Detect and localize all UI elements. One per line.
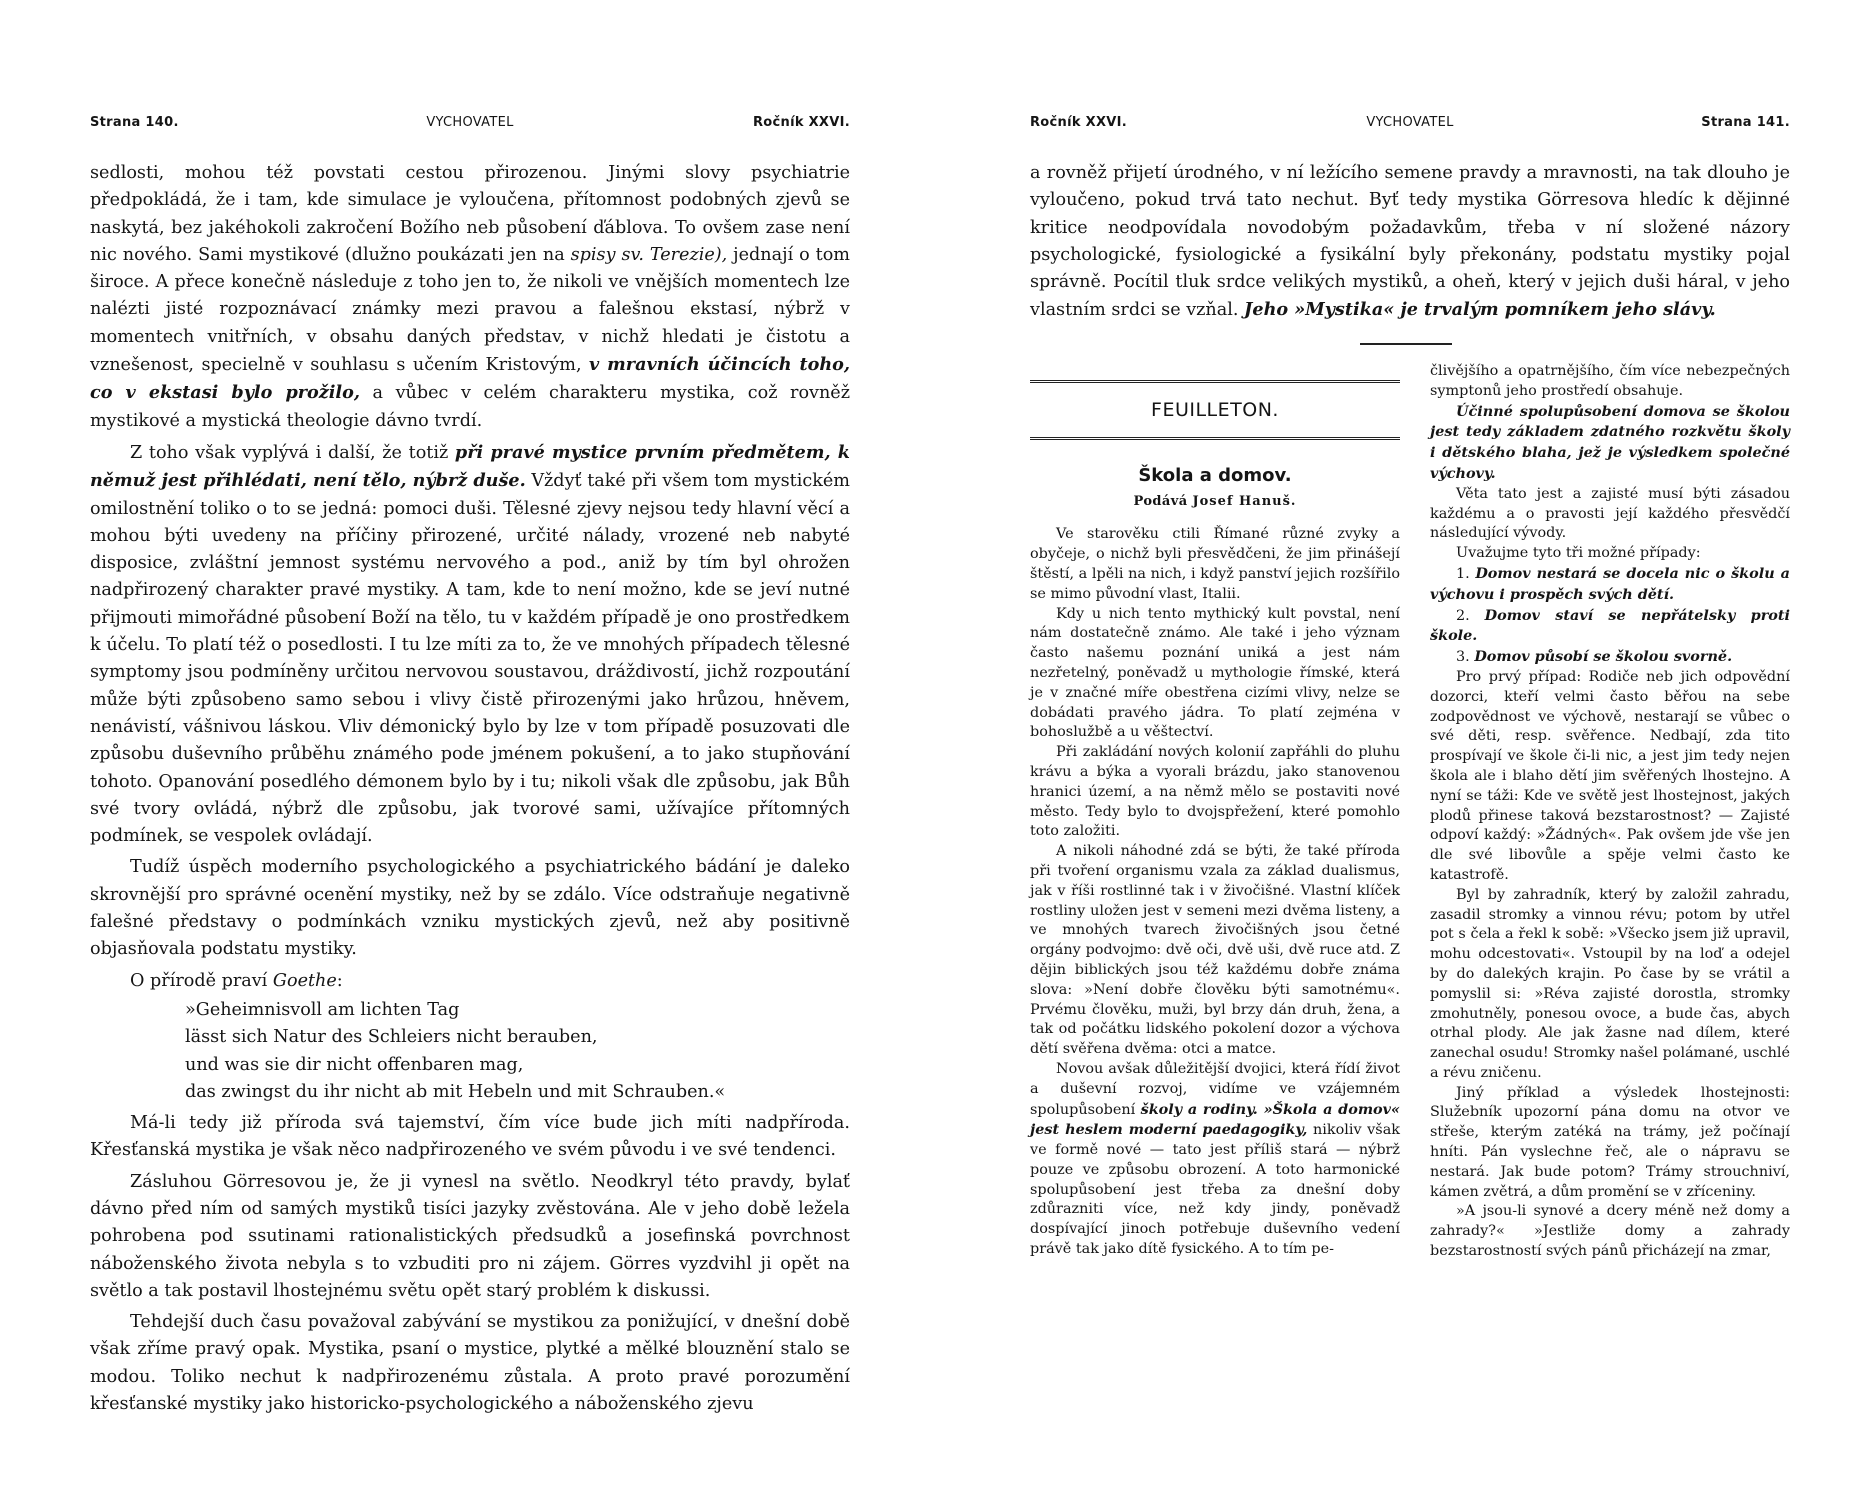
byline [1030,492,1400,512]
poem-line: und was sie dir nicht offenbaren mag, [185,1054,524,1075]
paragraph: Tudíž úspěch moderního psychologického a psychiatrického bádání je daleko skrovnější pro správné ocenění mystiky, než by se zdálo. Více odstraňuje negativně falešné představy o podmínkách vzniku mystických zjevů, než aby positivně objasňovala podstatu mystiky. [90,857,850,960]
paragraph: Při zakládání nových kolonií zapřáhli do pluhu krávu a býka a vyorali brázdu, jako stanovenou hranici území, a na němž mělo se postaviti nové město. Tedy bylo to dvojspřežení, které pomohlo toto založiti. [1030,744,1400,840]
left-page-number: Strana 140. [90,115,179,130]
right-volume: Ročník XXVI. [1030,115,1128,130]
paragraph: Ve starověku ctili Římané různé zvyky a obyčeje, o nichž byli přesvědčeni, že jim přinášejí štěstí, a lpěli na nich, i když panství jejich rozšířilo se mimo původní vlast, Italii. [1030,526,1400,602]
byline-label: Podává [1133,493,1188,509]
paragraph: člivějšího a opatrnějšího, čím více nebezpečných symptonů jeho prostředí obsahuje. [1430,363,1790,399]
case-item: 1. Domov nestará se docela nic o školu a výchovu i prospěch svých dětí. [1430,564,1791,603]
byline-author: Josef Hanuš. [1192,493,1297,509]
feuilleton-column-left [1030,370,1400,1260]
right-running-head [1030,115,1790,135]
paragraph: O přírodě praví Goethe: [130,970,343,991]
paragraph: Byl by zahradník, který by založil zahradu, zasadil stromky a vinnou révu; potom by utřel pot s čela a řekl k sobě: »Všecko jsem již upravil, mohu odcestovati«. Vstoupil by na loď a odejel by do dalekých krajin. Po čase by se vrátil a pomyslil si: »Réva zajisté dorostla, stromky zmohutněly, ponesou ovoce, a bude čas, abych otrhal plody. Ale jak žasne nad dílem, které zanechal osudu! Stromky našel polámané, uschlé a révu zničenu. [1430,886,1790,1081]
right-page-number: Strana 141. [1701,115,1790,130]
poem-line: das zwingst du ihr nicht ab mit Hebeln und mit Schrauben.« [185,1081,726,1102]
paragraph: Pro prvý případ: Rodiče neb jich odpovědní dozorci, kteří velmi často běřou na sebe zodpovědnost ve výchově, nestarají se vůbec o své děti, resp. svěřence. Nedbají, zda tito prospívají ve škole či-li nic, a jest jim tedy nejen škola ale i blaho dětí jim svěřených lhostejno. A nyní se táži: Kde ve světě jest lhostejnost, jakých plodů přinese taková bezstarostnost? — Zajisté odpoví každý: »Žádných«. Pak ovšem jde vše jen dle své libovůle a spěje velmi často ke katastrofě. [1430,668,1790,883]
paragraph: Jiný příklad a výsledek lhostejnosti: Služebník upozorní pána domu na otvor ve střeše, kterým zatéká na trámy, jež počínají hníti. Pán vyslechne řeč, ale o nápravu se nestará. Jak bude potom? Trámy strouchniví, kámen zvětrá, a dům promění se v zříceniny. [1430,1084,1790,1200]
paragraph: »A jsou-li synové a dcery méně než domy a zahrady?« »Jestliže domy a zahrady bezstarostností svých pánů přicházejí na zmar, [1430,1203,1790,1260]
paragraph: a rovněž přijetí úrodného, v ní ležícího semene pravdy a mravnosti, na tak dlouho je vyloučeno, pokud trvá tato nechut. Byť tedy mystika Görresova hledíc k dějinné kritice neodpovídala novodobým požadavkům, třeba v ní složené názory psychologické, fysiologické a fysikální byly překonány, podstatu mystiky pojal správně. Pocítil tluk srdce velikých mystiků, a oheň, který v jejich duši háral, v jeho vlastním srdci se vzňal. Jeho »Mystika« je trvalým pomníkem jeho slávy. [1030,163,1790,321]
poem-line: lässt sich Natur des Schleiers nicht berauben, [185,1027,598,1048]
paragraph: Účinné spolupůsobení domova se školou jest tedy základem zdatného rozkvětu školy i dětského blaha, jež je výsledkem společné výchovy. [1430,402,1790,482]
left-journal-title: VYCHOVATEL [426,115,514,130]
paragraph: Tehdejší duch času považoval zabývání se mystikou za ponižující, v dnešní době však zříme pravý opak. Mystika, psaní o mystice, plytké a mělké blouznění stalo se modou. Toliko nechut k nadpřirozenému zůstala. A proto pravé porozumění křesťanské mystiky jako historicko-psychologického a náboženského zjevu [90,1312,850,1415]
paragraph: Věta tato jest a zajisté musí býti zásadou každému a o pravosti její každého přesvědčí následující vývody. [1430,485,1790,542]
paragraph: Kdy u nich tento mythický kult povstal, není nám dostatečně známo. Ale také i jeho význam často našemu poznání uniká a jest nám nezřetelný, poněvadž u mythologie římské, která je v značné míře obestřena cizími vlivy, nelze se dobádati pravého jádra. To platí zejména v bohoslužbě a u věštectví. [1030,605,1400,741]
case-item: 3. Domov působí se školou svorně. [1456,648,1733,666]
goethe-poem [185,997,850,1106]
left-running-head [90,115,850,135]
paragraph: A nikoli náhodné zdá se býti, že také příroda při tvoření organismu vzala za základ dualismus, jak v říši rostlinné tak i v živočišné. Vlastní klíček rostliny uložen jest v semeni mezi dvěma listeny, a ve mnohých tvarech živočišných jsou četné orgány podvojmo: dvě oči, dvě uši, dvě ruce atd. Z dějin biblických jsou též každému dobře známa slova: »Není dobře člověku býti samotnému«. Prvému člověku, muži, byl brzy dán druh, žena, a tak od počátku lidského pokolení dozor a výchova dětí svěřena dvěma: otci a matce. [1030,843,1400,1058]
paragraph: Uvažujme tyto tři možné případy: [1456,545,1701,562]
right-journal-title: VYCHOVATEL [1366,115,1454,130]
paragraph: Z toho však vyplývá i další, že totiž při pravé mystice prvním předmětem, k němuž jest přihlédati, není tělo, nýbrž duše. Vždyť také při všem tom mystickém omilostnění toliko o to se jedná: pomoci duši. Tělesné zjevy nejsou tedy hlavní věcí a mohou býti uvedeny na příčiny přirozené, určité nálady, vrozené neb nabyté disposice, zvláštní jemnost systému nervového a pod., aniž by tím byl ohrožen nadpřirozený charakter pravé mystiky. A tam, kde to není možno, kde se jeví nutné přijmouti mimořádné působení Boží na tělo, tu v každém případě je ono prostředkem k účelu. To platí též o posedlosti. I tu lze míti za to, že ve mnohých případech tělesné symptomy jsou podmíněny určitou nervovou soustavou, dráždivostí, jichž rozpoutání může býti způsobeno samo sebou i vlivy čistě přirozenými jako hrůzou, hněvem, nenávistí, vášnivou láskou. Vliv démonický bylo by lze v tom případě posuzovati dle způsobu duševního průběhu známého pode jménem pokušení, a to jako stupňování tohoto. Opanování posedlého démonem bylo by i tu; nikoli však dle způsobu, jak Bůh své tvory ovládá, nýbrž dle způsobu, jak tvorové sami, užívajíce přítomných podmínek, se vespolek ovládají. [90,441,851,847]
paragraph: Má-li tedy již příroda svá tajemství, čím více bude jich míti nadpříroda. Křesťanská mystika je však něco nadpřirozeného ve svém původu i ve své tendenci. [90,1113,850,1161]
left-body-column [90,160,850,1418]
feuilleton-column-right [1430,362,1790,1262]
case-item: 2. Domov staví se nepřátelsky proti škole. [1430,606,1790,645]
paragraph: sedlosti, mohou též povstati cestou přirozenou. Jinými slovy psychiatrie předpokládá, že i tam, kde simulace je vyloučena, přítomnost podobných zjevů se naskytá, bez jakéhokoli zakročení Božího neb působení ďáblova. To ovšem zase není nic nového. Sami mystikové (dlužno poukázati jen na spisy sv. Terezie), jednají o tom široce. A přece konečně následuje z toho jen to, že nikoli ve vnějších momentech lze nalézti jisté rozpoznávací známky mezi pravou a falešnou ekstasí, nýbrž v momentech vnitřních, v obsahu daných představ, v nichž hledati je čistotu a vznešenost, specielně v souhlasu s učením Kristovým, v mravních účincích toho, co v ekstasi bylo prožilo, a vůbec v celém charakteru mystika, což rovněž mystikové a mystická theologie dávno tvrdí. [90,163,850,431]
paragraph: Zásluhou Görresovou je, že ji vynesl na světlo. Neodkryl této pravdy, bylať dávno před ním od samých mystiků tisíci jazyky zvěstována. Ale v jeho době ležela pohrobena pod ssutinami rationalistických předsudků a josefinská povrchnost náboženského života nebyla s to vzbuditi pro ni zájem. Görres vyzdvihl ji opět na světlo a tak postavil lhostejnému světu opět starý problém k diskussi. [90,1171,850,1301]
poem-line: »Geheimnisvoll am lichten Tag [185,999,460,1020]
left-volume: Ročník XXVI. [752,115,850,130]
right-intro-column [1030,160,1790,325]
article-title: Škola a domov. [1138,464,1292,486]
feuilleton-heading: FEUILLETON. [1030,380,1400,440]
section-divider [1360,343,1452,345]
paragraph: Novou avšak důležitější dvojici, která řídí život a duševní rozvoj, vidíme ve vzájemném spolupůsobení školy a rodiny. »Škola a domov« jest heslem moderní paedagogiky, nikoliv však ve formě nové — tato jest příliš stará — nýbrž pouze ve způsobu obrození. A toto harmonické spolupůsobení jest třeba za dnešní doby zdůrazniti více, než kdy jindy, poněvadž dospívající jinoch potřebuje duševního vedení právě tak jako dítě fysického. A to tím pe- [1030,1060,1400,1258]
